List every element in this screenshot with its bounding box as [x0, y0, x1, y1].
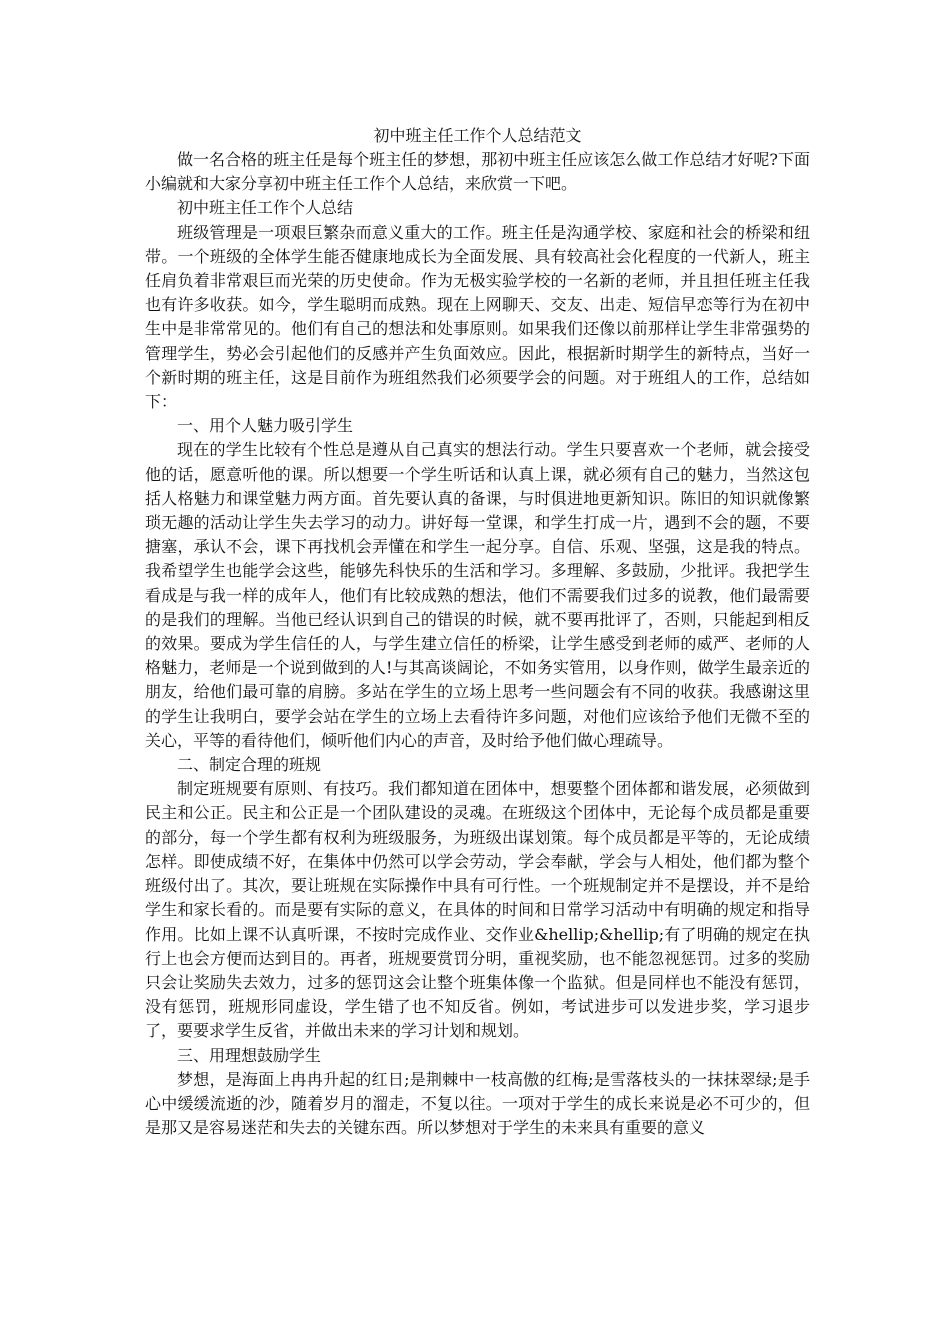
subtitle-heading: 初中班主任工作个人总结 [177, 198, 354, 218]
section-3-heading: 三、用理想鼓励学生 [177, 1045, 322, 1065]
intro-paragraph: 做一名合格的班主任是每个班主任的梦想，那初中班主任应该怎么做工作总结才好呢?下面小编就和大家分享初中班主任工作个人总结，来欣赏一下吧。 [145, 150, 810, 194]
section-1-heading: 一、用个人魅力吸引学生 [177, 416, 354, 436]
document-body [145, 124, 810, 1140]
overview-paragraph: 班级管理是一项艰巨繁杂而意义重大的工作。班主任是沟通学校、家庭和社会的桥梁和纽带。一个班级的全体学生能否健康地成长为全面发展、具有较高社会化程度的一代新人，班主任肩负着非常艰巨而光荣的历史使命。作为无极实验学校的一名新的老师，并且担任班主任我也有许多收获。如今，学生聪明而成熟。现在上网聊天、交友、出走、短信早恋等行为在初中生中是非常常见的。他们有自己的想法和处事原则。如果我们还像以前那样让学生非常强势的管理学生，势必会引起他们的反感并产生负面效应。因此，根据新时期学生的新特点，当好一个新时期的班主任，这是目前作为班组然我们必须要学会的问题。对于班组人的工作，总结如下： [145, 222, 810, 412]
section-3-paragraph: 梦想，是海面上冉冉升起的红日;是荆棘中一枝高傲的红梅;是雪落枝头的一抹抹翠绿;是手心中缓缓流逝的沙，随着岁月的溜走，不复以往。一项对于学生的成长来说是必不可少的，但是那又是容易迷茫和失去的关键东西。所以梦想对于学生的未来具有重要的意义 [145, 1069, 810, 1138]
section-2-paragraph: 制定班规要有原则、有技巧。我们都知道在团体中，想要整个团体都和谐发展，必须做到民主和公正。民主和公正是一个团队建设的灵魂。在班级这个团体中，无论每个成员都是重要的部分，每一个学生都有权利为班级服务，为班级出谋划策。每个成员都是平等的，无论成绩怎样。即使成绩不好，在集体中仍然可以学会劳动，学会奉献，学会与人相处，他们都为整个班级付出了。其次，要让班规在实际操作中具有可行性。一个班规制定并不是摆设，并不是给学生和家长看的。而是要有实际的意义，在具体的时间和日常学习活动中有明确的规定和指导作用。比如上课不认真听课，不按时完成作业、交作业&hellip;&hellip;有了明确的规定在执行上也会方便而达到目的。再者，班规要赏罚分明，重视奖励，也不能忽视惩罚。过多的奖励只会让奖励失去效力，过多的惩罚这会让整个班集体像一个监狱。但是同样也不能没有惩罚，没有惩罚，班规形同虚设，学生错了也不知反省。例如，考试进步可以发进步奖，学习退步了，要要求学生反省，并做出未来的学习计划和规划。 [145, 779, 810, 1041]
section-1-paragraph: 现在的学生比较有个性总是遵从自己真实的想法行动。学生只要喜欢一个老师，就会接受他的话，愿意听他的课。所以想要一个学生听话和认真上课，就必须有自己的魅力，当然这包括人格魅力和课堂魅力两方面。首先要认真的备课，与时俱进地更新知识。陈旧的知识就像繁琐无趣的活动让学生失去学习的动力。讲好每一堂课，和学生打成一片，遇到不会的题，不要搪塞，承认不会，课下再找机会弄懂在和学生一起分享。自信、乐观、坚强，这是我的特点。我希望学生也能学会这些，能够先科快乐的生活和学习。多理解、多鼓励，少批评。我把学生看成是与我一样的成年人，他们有比较成熟的想法，他们不需要我们过多的说教，他们最需要的是我们的理解。当他已经认识到自己的错误的时候，就不要再批评了，否则，只能起到相反的效果。要成为学生信任的人，与学生建立信任的桥梁，让学生感受到老师的威严、老师的人格魅力，老师是一个说到做到的人!与其高谈阔论，不如务实管用，以身作则，做学生最亲近的朋友，给他们最可靠的肩膀。多站在学生的立场上思考一些问题会有不同的收获。我感谢这里的学生让我明白，要学会站在学生的立场上去看待许多问题，对他们应该给予他们无微不至的关心，平等的看待他们，倾听他们内心的声音，及时给予他们做心理疏导。 [145, 440, 810, 750]
section-2-heading: 二、制定合理的班规 [177, 755, 322, 775]
document-title: 初中班主任工作个人总结范文 [373, 126, 582, 145]
